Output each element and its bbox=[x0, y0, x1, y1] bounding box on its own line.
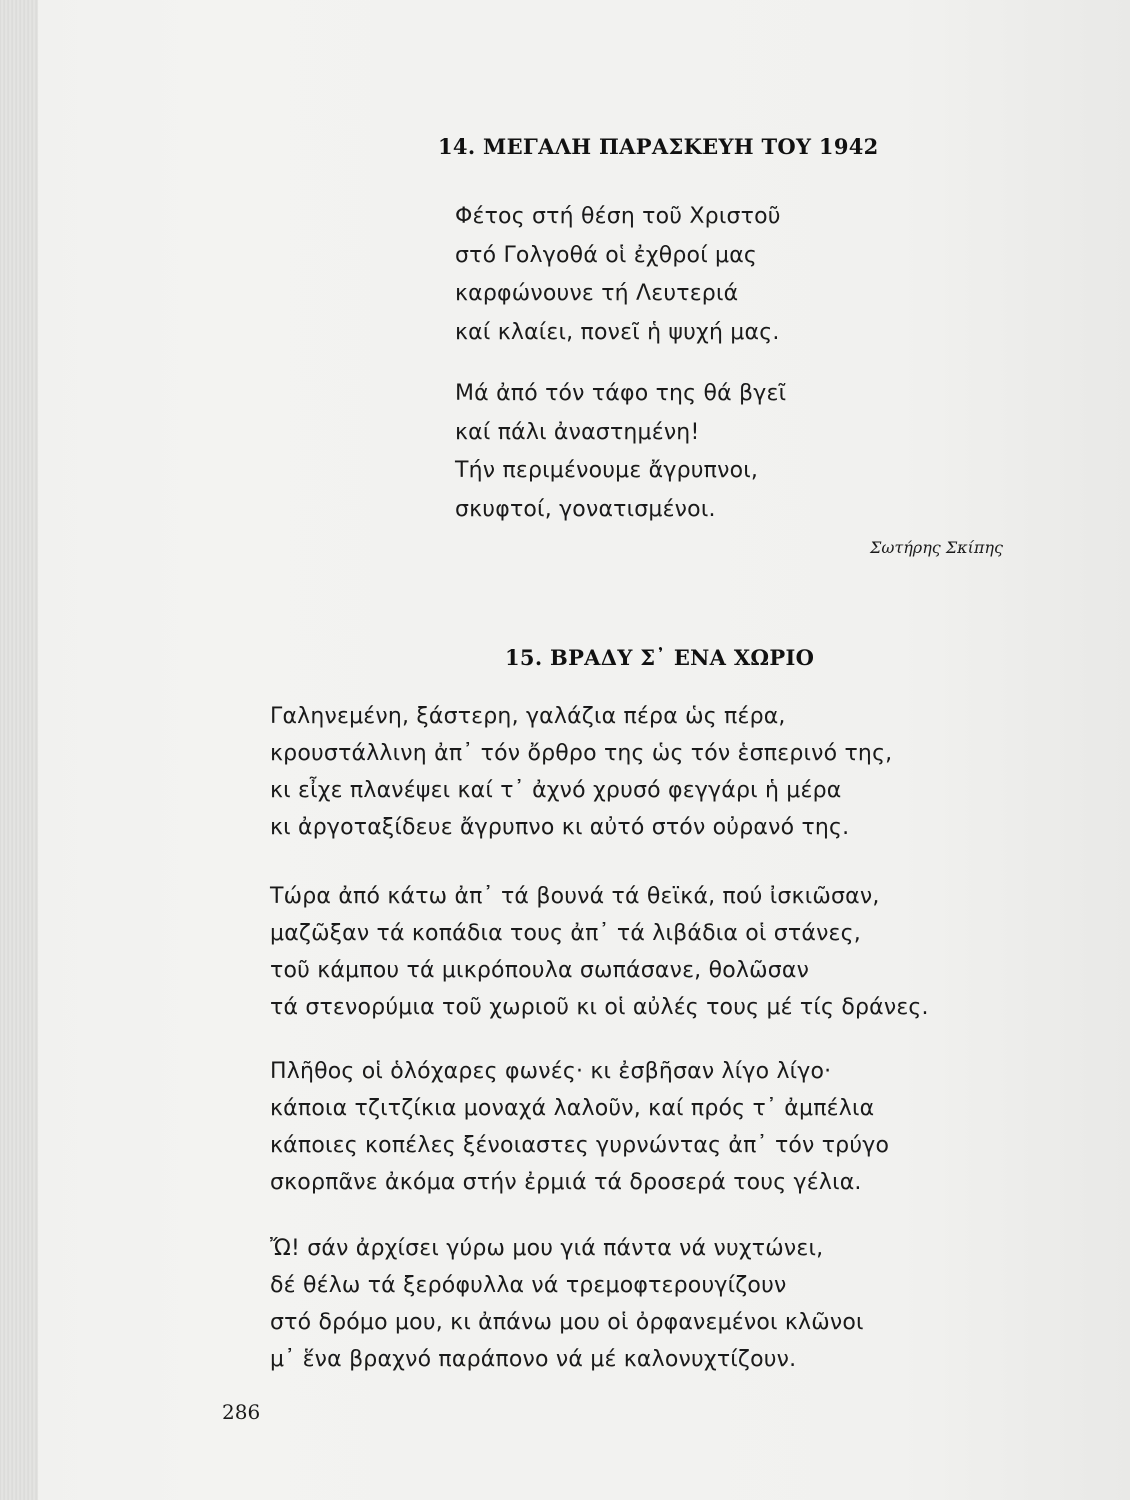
verse-line: κι ἀργοταξίδευε ἄγρυπνο κι αὐτό στόν οὐρανό της. bbox=[270, 815, 850, 840]
verse-line: καρφώνουνε τή Λευτεριά bbox=[455, 281, 739, 306]
poem-1-stanza-1 bbox=[455, 198, 781, 352]
verse-line: τά στενορύμια τοῦ χωριοῦ κι οἱ αὐλές τους μέ τίς δράνες. bbox=[270, 995, 929, 1020]
verse-line: στό Γολγοθά οἱ ἐχθροί μας bbox=[455, 242, 758, 268]
verse-line: σκορπᾶνε ἀκόμα στήν ἐρμιά τά δροσερά τους γέλια. bbox=[270, 1170, 862, 1195]
poem-2-title: 15. ΒΡΑΔΥ Σ᾽ ΕΝΑ ΧΩΡΙΟ bbox=[505, 645, 815, 670]
poem-2-stanza-4 bbox=[270, 1230, 864, 1378]
verse-line: καί κλαίει, πονεῖ ἡ ψυχή μας. bbox=[455, 319, 780, 345]
verse-line: τοῦ κάμπου τά μικρόπουλα σωπάσανε, θολῶσαν bbox=[270, 958, 810, 983]
poem-2-stanza-3 bbox=[270, 1053, 889, 1201]
verse-line: σκυφτοί, γονατισμένοι. bbox=[455, 496, 716, 522]
verse-line: κάποια τζιτζίκια μοναχά λαλοῦν, καί πρός τ᾽ ἀμπέλια bbox=[270, 1096, 875, 1121]
poem-2-stanza-2 bbox=[270, 878, 929, 1026]
verse-line: Γαληνεμένη, ξάστερη, γαλάζια πέρα ὡς πέρα, bbox=[270, 704, 786, 729]
verse-line: δέ θέλω τά ξερόφυλλα νά τρεμοφτερουγίζουν bbox=[270, 1273, 787, 1298]
page-number: 286 bbox=[222, 1400, 261, 1424]
verse-line: κάποιες κοπέλες ξένοιαστες γυρνώντας ἀπ᾽ τόν τρύγο bbox=[270, 1133, 890, 1158]
verse-line: Τώρα ἀπό κάτω ἀπ᾽ τά βουνά τά θεϊκά, πού ἰσκιῶσαν, bbox=[270, 884, 880, 909]
page-edge bbox=[0, 0, 38, 1500]
poem-2-stanza-1 bbox=[270, 698, 892, 846]
verse-line: στό δρόμο μου, κι ἀπάνω μου οἱ ὀρφανεμένοι κλῶνοι bbox=[270, 1310, 864, 1335]
poem-1-title: 14. ΜΕΓΑΛΗ ΠΑΡΑΣΚΕΥΗ ΤΟΥ 1942 bbox=[438, 134, 879, 159]
verse-line: Μά ἀπό τόν τάφο της θά βγεῖ bbox=[455, 381, 787, 406]
poem-1-stanza-2 bbox=[455, 375, 786, 529]
verse-line: Φέτος στή θέση τοῦ Χριστοῦ bbox=[455, 204, 781, 229]
poem-1-author: Σωτήρης Σκίπης bbox=[870, 538, 1003, 557]
verse-line: καί πάλι ἀναστημένη! bbox=[455, 419, 700, 445]
verse-line: Πλῆθος οἱ ὁλόχαρες φωνές· κι ἐσβῆσαν λίγο λίγο· bbox=[270, 1059, 832, 1084]
verse-line: κρουστάλλινη ἀπ᾽ τόν ὄρθρο της ὡς τόν ἑσπερινό της, bbox=[270, 741, 893, 766]
verse-line: Ὤ! σάν ἀρχίσει γύρω μου γιά πάντα νά νυχτώνει, bbox=[270, 1236, 824, 1261]
verse-line: μαζῶξαν τά κοπάδια τους ἀπ᾽ τά λιβάδια οἱ στάνες, bbox=[270, 921, 861, 946]
verse-line: Τήν περιμένουμε ἄγρυπνοι, bbox=[455, 458, 759, 483]
verse-line: μ᾽ ἕνα βραχνό παράπονο νά μέ καλονυχτίζουν. bbox=[270, 1347, 797, 1372]
verse-line: κι εἶχε πλανέψει καί τ᾽ ἀχνό χρυσό φεγγάρι ἡ μέρα bbox=[270, 778, 842, 803]
